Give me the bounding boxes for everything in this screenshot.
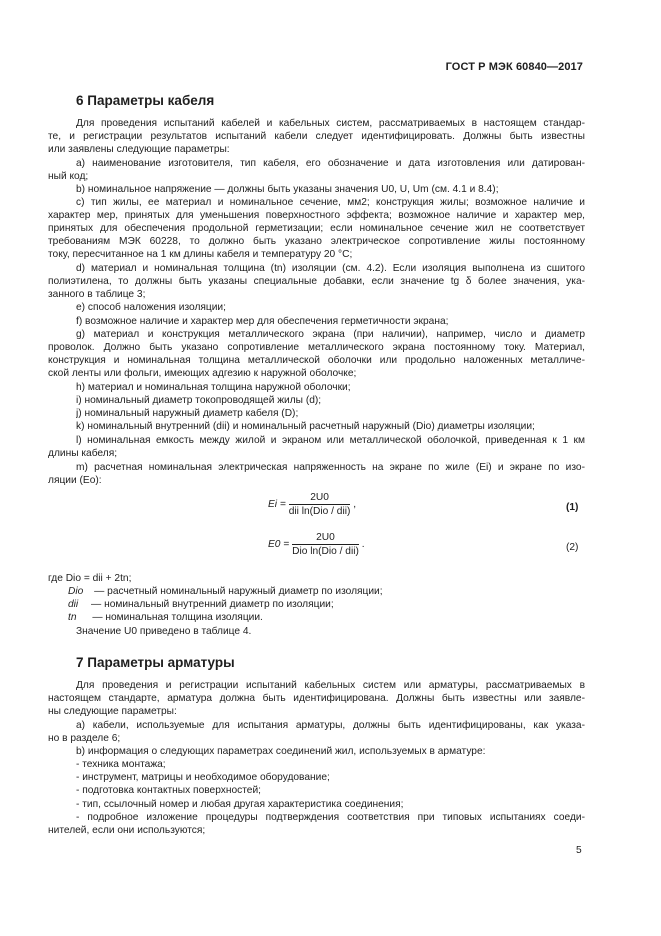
body-line: Для проведения испытаний кабелей и кабельных систем, рассматриваемых в настоящем стандар- bbox=[76, 118, 585, 129]
list-item-c-cont: характер мер, принятых для уменьшения поверхностного эффекта; возможное наличие и характер мер, bbox=[48, 210, 585, 221]
standard-header: ГОСТ Р МЭК 60840—2017 bbox=[445, 61, 583, 73]
sub-item: - тип, ссылочный номер и любая другая характеристика соединения; bbox=[76, 799, 404, 810]
list-item-k: k) номинальный внутренний (dii) и номинальный расчетный наружный (Dio) диаметры изоляции; bbox=[76, 421, 535, 432]
list-item-d-cont: занного в таблице 3; bbox=[48, 289, 146, 300]
equation-1-denominator: dii ln(Dio / dii) bbox=[288, 506, 351, 517]
page-number: 5 bbox=[576, 845, 582, 856]
equation-1-number: (1) bbox=[566, 502, 579, 513]
list-item-i: i) номинальный диаметр токопроводящей жилы (d); bbox=[76, 395, 322, 406]
list-item-j: j) номинальный наружный диаметр кабеля (D); bbox=[76, 408, 299, 419]
equation-1-fraction bbox=[289, 492, 351, 517]
sub-item: - подготовка контактных поверхностей; bbox=[76, 785, 261, 796]
body-line: те, и регистрации результатов испытаний кабели следует идентифицировать. Должны быть известны bbox=[48, 131, 585, 142]
body-line: ны следующие параметры: bbox=[48, 706, 177, 717]
equation-1-tail: , bbox=[353, 499, 357, 511]
sub-item: - инструмент, матрицы и необходимое оборудование; bbox=[76, 772, 330, 783]
list-item-d: d) материал и номинальная толщина (tn) изоляции (см. 4.2). Если изоляция выполнена из сшитого bbox=[76, 263, 585, 274]
sub-item: - подробное изложение процедуры подтверждения соответствия при типовых испытаниях соеди- bbox=[76, 812, 585, 823]
where-description: — номинальный внутренний диаметр по изоляции; bbox=[91, 599, 334, 610]
list-item-e: e) способ наложения изоляции; bbox=[76, 302, 226, 313]
list-item-c-cont: требованиям МЭК 60228, то должно быть указано электрическое сопротивление жилы постоянному bbox=[48, 236, 585, 247]
sub-item: - техника монтажа; bbox=[76, 759, 166, 770]
list-item-b: b) информация о следующих параметрах соединений жил, используемых в арматуре: bbox=[76, 746, 486, 757]
sub-item-cont: нителей, если они используются; bbox=[48, 825, 206, 836]
list-item-a: a) кабели, используемые для испытания арматуры, должны быть идентифицированы, как указа- bbox=[76, 720, 585, 731]
list-item-l-cont: длины кабеля; bbox=[48, 448, 118, 459]
where-symbol: Dio bbox=[68, 586, 84, 597]
list-item-c: c) тип жилы, ее материал и номинальное сечение, мм2; конструкция жилы; возможное наличие и bbox=[76, 197, 585, 208]
where-description: — номинальная толщина изоляции. bbox=[92, 612, 263, 623]
where-row bbox=[68, 612, 263, 623]
list-item-m: m) расчетная номинальная электрическая напряженность на экране по жиле (Ei) и экране по изо- bbox=[76, 462, 585, 473]
equation-2-lhs: E0 = bbox=[268, 539, 290, 551]
list-item-b: b) номинальное напряжение — должны быть указаны значения U0, U, Um (см. 4.1 и 8.4); bbox=[76, 184, 499, 195]
where-row bbox=[48, 573, 131, 584]
list-item-m-cont: ляции (Eo): bbox=[48, 475, 102, 486]
list-item-d-cont: полиэтилена, то должны быть указаны специальные добавки, если значение tg δ более значения, ука- bbox=[48, 276, 585, 287]
where-row bbox=[68, 599, 334, 610]
equation-2-numerator: 2U0 bbox=[292, 532, 359, 545]
list-item-g-cont: проволок. Должно быть указано сопротивление металлического экрана постоянному току. Материал, bbox=[48, 342, 585, 353]
equation-1 bbox=[268, 492, 356, 517]
list-item-a-cont: но в разделе 6; bbox=[48, 733, 121, 744]
body-line: Для проведения и регистрации испытаний кабельных систем или арматуры, рассматриваемых в bbox=[76, 680, 585, 691]
where-description: — расчетный номинальный наружный диаметр по изоляции; bbox=[94, 586, 383, 597]
section-7-title: 7 Параметры арматуры bbox=[76, 655, 235, 670]
list-item-g-cont: ской ленты или фольги, имеющих адгезию к наружной оболочке; bbox=[48, 368, 357, 379]
list-item-l: l) номинальная емкость между жилой и экраном или металлической оболочкой, приведенная к 1 км bbox=[76, 435, 585, 446]
equation-2-fraction bbox=[292, 532, 359, 557]
list-item-f: f) возможное наличие и характер мер для обеспечения герметичности экрана; bbox=[76, 316, 449, 327]
where-row bbox=[68, 586, 383, 597]
body-line: настоящем стандарте, арматура должна быть идентифицирована. Должны быть известны или заявле- bbox=[48, 693, 585, 704]
list-item-c-cont: току, пересчитанное на 1 км длины кабеля и температуру 20 °С; bbox=[48, 249, 353, 260]
equation-2-tail: . bbox=[361, 539, 365, 551]
equation-2-denominator: Dio ln(Dio / dii) bbox=[292, 546, 359, 557]
equation-1-numerator: 2U0 bbox=[289, 492, 351, 505]
list-item-a: a) наименование изготовителя, тип кабеля, его обозначение и дата изготовления или датирован- bbox=[76, 158, 585, 169]
equation-2-number: (2) bbox=[566, 542, 579, 553]
equation-1-lhs: Ei = bbox=[268, 499, 286, 511]
table-note: Значение U0 приведено в таблице 4. bbox=[76, 626, 252, 637]
list-item-g-cont: конструкция и номинальная толщина металлической оболочки или продольно наложенных металличе- bbox=[48, 355, 585, 366]
list-item-c-cont: принятых для обеспечения продольной герметизации; если номинальное сечение жил не соответствует bbox=[48, 223, 585, 234]
list-item-h: h) материал и номинальная толщина наружной оболочки; bbox=[76, 382, 351, 393]
list-item-a-cont: ный код; bbox=[48, 171, 89, 182]
where-description: dii + 2tn; bbox=[92, 573, 132, 584]
equation-2 bbox=[268, 532, 365, 557]
list-item-g: g) материал и конструкция металлического экрана (при наличии), например, число и диаметр bbox=[76, 329, 585, 340]
where-symbol: где Dio = bbox=[48, 573, 90, 584]
where-symbol: dii bbox=[68, 599, 79, 610]
section-6-title: 6 Параметры кабеля bbox=[76, 93, 215, 108]
body-line: или заявлены следующие параметры: bbox=[48, 144, 230, 155]
where-symbol: tn bbox=[68, 612, 77, 623]
